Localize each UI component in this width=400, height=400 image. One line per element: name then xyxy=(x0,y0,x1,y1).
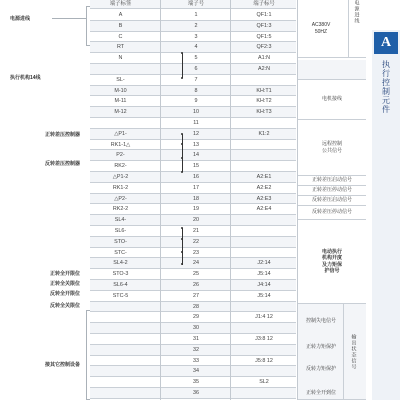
jumper-line xyxy=(182,53,183,78)
header-tag: 端子标签 xyxy=(109,1,132,7)
table-row xyxy=(90,226,296,237)
terminal-no: 3 xyxy=(194,33,198,40)
jumper-dot xyxy=(181,263,183,265)
terminal-tag: RT xyxy=(116,44,125,51)
terminal-no: 13 xyxy=(193,141,199,148)
terminal-tag: M-12 xyxy=(114,109,127,116)
terminal-label: QF2:3 xyxy=(256,44,272,51)
jumper-dot xyxy=(181,171,183,173)
terminal-no: 20 xyxy=(193,217,199,224)
label-fwd-pressure: 正转差压控制器 xyxy=(44,132,80,138)
terminal-no: 16 xyxy=(193,174,199,180)
terminal-tag: RK2- xyxy=(114,163,127,170)
terminal-no: 11 xyxy=(193,120,199,126)
table-row xyxy=(90,86,296,97)
table-row xyxy=(90,107,296,118)
terminal-label xyxy=(232,161,296,172)
terminal-label: J3:8 12 xyxy=(255,336,273,342)
table-row xyxy=(90,269,296,280)
motor-box xyxy=(298,80,366,120)
terminal-no: 26 xyxy=(193,282,199,288)
terminal-label: J5:14 xyxy=(257,271,271,278)
terminal-no: 33 xyxy=(193,357,199,364)
terminal-tag xyxy=(92,312,149,323)
table-row xyxy=(90,280,296,291)
terminal-no: 8 xyxy=(194,87,198,94)
terminal-no: 1 xyxy=(194,12,198,18)
table-row xyxy=(90,323,296,334)
terminal-label xyxy=(232,215,296,226)
terminal-label: J5:8 12 xyxy=(255,357,273,364)
jumper-dot xyxy=(181,77,183,79)
remote-box xyxy=(298,120,366,176)
table-row xyxy=(90,118,296,129)
fwd-stop-label: 正转差压停动信号 xyxy=(311,187,352,194)
table-row xyxy=(90,388,296,399)
table-row xyxy=(90,64,296,75)
remote-label: 远程控制 公共信号 xyxy=(321,141,342,154)
terminal-no: 6 xyxy=(194,66,198,72)
jumper-dot xyxy=(181,238,183,240)
terminal-tag: P2- xyxy=(116,152,125,159)
label-other-devices: 接其它控制设备 xyxy=(44,362,80,368)
table-row xyxy=(90,377,296,388)
terminal-no: 28 xyxy=(193,303,199,310)
terminal-tag: SL- xyxy=(116,76,125,83)
terminal-tag: N xyxy=(118,55,123,62)
terminal-tag: SL6-4 xyxy=(113,282,128,288)
table-row xyxy=(90,129,296,140)
terminal-label xyxy=(232,150,296,161)
terminal-tag xyxy=(92,334,149,345)
power-spec: AC380V 50HZ xyxy=(311,22,331,35)
terminal-no: 9 xyxy=(194,98,198,105)
terminal-label: KH:T1 xyxy=(256,87,272,94)
rev-start-box xyxy=(298,196,366,206)
terminal-tag: M-10 xyxy=(114,87,127,94)
terminal-tag: SL4-2 xyxy=(113,260,128,267)
terminal-tag: STO- xyxy=(114,238,127,245)
terminal-label xyxy=(232,140,296,151)
terminal-no: 31 xyxy=(193,336,199,342)
terminal-tag xyxy=(92,366,149,377)
terminal-no: 18 xyxy=(193,195,199,202)
table-row xyxy=(90,258,296,269)
table-row xyxy=(90,345,296,356)
jumper-line xyxy=(182,134,183,172)
terminal-label: K1:2 xyxy=(258,130,270,137)
terminal-table xyxy=(90,0,296,400)
table-row xyxy=(90,10,296,21)
label-rev-close-limit: 反转全关限位 xyxy=(49,303,80,309)
header-no: 端子号 xyxy=(187,1,205,7)
terminal-label: QF1:1 xyxy=(256,12,272,18)
terminal-label: A2:N xyxy=(258,66,270,72)
table-row xyxy=(90,215,296,226)
terminal-no: 17 xyxy=(193,184,199,191)
section-letter: A xyxy=(374,32,398,54)
terminal-no: 22 xyxy=(193,238,199,245)
terminal-no: 30 xyxy=(193,325,199,332)
rev-stop-label: 反转差压停动信号 xyxy=(311,209,352,216)
terminal-label xyxy=(232,248,296,259)
table-row xyxy=(90,194,296,205)
output-status-label: 输出状态信号 xyxy=(350,334,357,370)
terminal-no: 14 xyxy=(193,152,199,159)
terminal-tag: SL4- xyxy=(114,217,127,224)
jumper-dot xyxy=(181,251,183,253)
table-row xyxy=(90,312,296,323)
table-row xyxy=(90,172,296,183)
table-row xyxy=(90,161,296,172)
power-label: 电源进线 xyxy=(348,0,360,58)
table-row xyxy=(90,42,296,53)
terminal-no: 2 xyxy=(194,22,198,29)
terminal-no: 4 xyxy=(194,44,198,51)
terminal-label xyxy=(232,302,296,313)
terminal-label: A2:E4 xyxy=(256,206,272,213)
table-header xyxy=(90,0,296,9)
label-actuator-14: 执行机构14线 xyxy=(10,75,41,81)
jumper-dot xyxy=(181,227,183,229)
terminal-no: 19 xyxy=(193,206,199,213)
terminal-label: J1:4 12 xyxy=(255,314,273,321)
power-box xyxy=(298,0,366,58)
brace xyxy=(86,310,90,400)
table-row xyxy=(90,356,296,367)
terminal-no: 7 xyxy=(194,76,198,83)
table-row xyxy=(90,150,296,161)
label-fwd-open-limit: 正转全开限位 xyxy=(49,271,80,277)
actuator-box xyxy=(298,220,366,304)
terminal-label xyxy=(232,237,296,248)
terminal-tag: M-11 xyxy=(114,98,127,105)
column-divider xyxy=(160,0,161,400)
table-row xyxy=(90,53,296,64)
table-row xyxy=(90,291,296,302)
output-subcolumn xyxy=(298,304,344,400)
table-row xyxy=(90,21,296,32)
section-title: 执行控制元件 xyxy=(382,60,390,114)
output-group xyxy=(298,304,366,400)
terminal-no: 34 xyxy=(193,368,199,375)
jumper-dot xyxy=(181,143,183,145)
table-row xyxy=(90,204,296,215)
terminal-no: 10 xyxy=(193,109,199,116)
terminal-label: J4:14 xyxy=(257,282,271,288)
terminal-tag xyxy=(92,345,149,356)
terminal-no: 25 xyxy=(193,271,199,278)
fwd-open-label: 正转全开到位 xyxy=(305,390,336,396)
terminal-tag: △P1- xyxy=(114,130,127,137)
terminal-label: QF1:5 xyxy=(256,33,272,40)
terminal-no: 29 xyxy=(193,314,199,321)
jumper-dot xyxy=(181,157,183,159)
terminal-label: SL2 xyxy=(259,379,269,386)
table-row xyxy=(90,248,296,259)
leader-line xyxy=(52,18,86,19)
motor-label: 电机接线 xyxy=(321,96,342,103)
table-row xyxy=(90,334,296,345)
terminal-label xyxy=(232,323,296,334)
terminal-tag: C xyxy=(118,33,123,40)
terminal-tag xyxy=(92,64,149,75)
terminal-tag: STO-3 xyxy=(112,271,129,278)
terminal-label xyxy=(232,118,296,129)
label-power-in: 电源进线 xyxy=(10,16,31,22)
terminal-label: A2:E2 xyxy=(256,184,272,191)
header-label: 端子标号 xyxy=(253,1,275,7)
jumper-line xyxy=(182,228,183,265)
fwd-start-label: 正转差压启动信号 xyxy=(311,177,352,184)
terminal-tag xyxy=(92,302,149,313)
terminal-tag: RK1-2 xyxy=(112,184,129,191)
terminal-tag: A xyxy=(118,12,123,18)
fwd-fault-label: 正转力矩保护 xyxy=(305,344,336,350)
terminal-label: J2:14 xyxy=(257,260,271,267)
terminal-label: A2:E3 xyxy=(256,195,272,202)
terminal-tag xyxy=(92,118,149,129)
terminal-tag: B xyxy=(118,22,123,29)
terminal-no: 23 xyxy=(193,249,199,256)
terminal-no: 35 xyxy=(193,379,199,386)
terminal-label: A2:E1 xyxy=(256,174,272,180)
label-fwd-close-limit: 正转全关限位 xyxy=(49,281,80,287)
terminal-label xyxy=(232,366,296,377)
terminal-label: A1:N xyxy=(258,55,270,62)
table-row xyxy=(90,140,296,151)
table-row xyxy=(90,96,296,107)
table-row xyxy=(90,237,296,248)
ctrl-fault-label: 控制失电信号 xyxy=(305,318,336,324)
terminal-tag: STC-5 xyxy=(112,292,129,299)
terminal-tag xyxy=(92,388,149,399)
table-row xyxy=(90,302,296,313)
label-rev-pressure: 反转差压控制器 xyxy=(44,161,80,167)
table-row xyxy=(90,32,296,43)
table-row xyxy=(90,183,296,194)
empty-box xyxy=(298,60,366,80)
actuator-label: 电动执行 机构开度 及力矩保 护信号 xyxy=(321,248,342,274)
terminal-label xyxy=(232,75,296,86)
jumper-dot xyxy=(181,133,183,135)
jumper-dot xyxy=(181,52,183,54)
terminal-no: 36 xyxy=(193,390,199,396)
terminal-tag xyxy=(92,323,149,334)
terminal-tag xyxy=(92,356,149,367)
terminal-tag: △P2- xyxy=(114,195,127,202)
terminal-label xyxy=(232,388,296,399)
terminal-tag: STC- xyxy=(114,249,127,256)
terminal-tag xyxy=(92,377,149,388)
terminal-tag: SL6- xyxy=(114,228,127,234)
fwd-start-box xyxy=(298,176,366,186)
terminal-label: KH:T2 xyxy=(256,98,272,105)
terminal-no: 21 xyxy=(193,228,199,234)
fwd-stop-box xyxy=(298,186,366,196)
description-column xyxy=(297,0,365,400)
table-row xyxy=(90,366,296,377)
terminal-no: 24 xyxy=(193,260,199,267)
terminal-no: 5 xyxy=(194,55,198,62)
label-rev-open-limit: 反转全开限位 xyxy=(49,291,80,297)
terminal-label: QF1:3 xyxy=(256,22,272,29)
brace xyxy=(86,6,90,46)
terminal-label: J5:14 xyxy=(257,292,271,299)
terminal-no: 15 xyxy=(193,163,199,170)
rev-stop-box xyxy=(298,206,366,220)
rev-start-label: 反转差压启动信号 xyxy=(311,197,352,204)
terminal-tag: RK2-2 xyxy=(112,206,129,213)
terminal-tag: RK1-1△ xyxy=(110,141,131,148)
column-divider xyxy=(230,0,231,400)
table-row xyxy=(90,75,296,86)
terminal-label xyxy=(232,226,296,237)
terminal-no: 27 xyxy=(193,292,199,299)
terminal-tag: △P1-2 xyxy=(112,174,129,180)
terminal-no: 32 xyxy=(193,346,199,353)
terminal-label xyxy=(232,345,296,356)
terminal-label: KH:T3 xyxy=(256,109,272,116)
terminal-no: 12 xyxy=(193,130,199,137)
rev-fault-label: 反转力矩保护 xyxy=(305,366,336,372)
